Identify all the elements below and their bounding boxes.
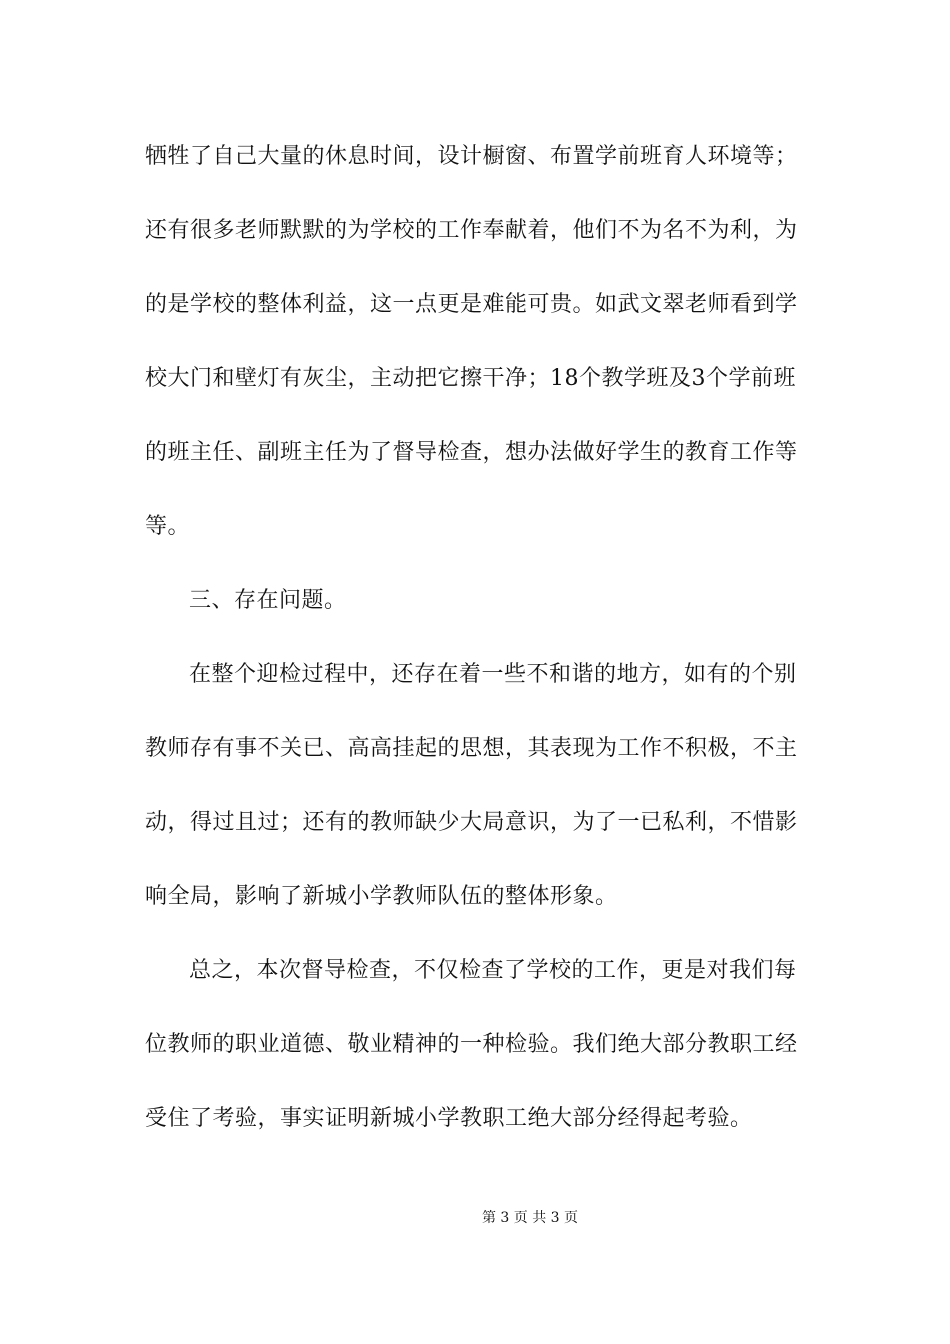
text-line-3: 的是学校的整体利益，这一点更是难能可贵。如武文翠老师看到学	[145, 292, 798, 317]
page-number: 第 3 页 共 3 页	[481, 1210, 579, 1226]
text-line-5: 的班主任、副班主任为了督导检查，想办法做好学生的教育工作等	[145, 440, 798, 465]
section-heading: 三、存在问题。	[189, 588, 347, 613]
text-line-12: 总之，本次督导检查，不仅检查了学校的工作，更是对我们每	[189, 958, 797, 983]
text-line-4: 校大门和壁灯有灰尘，主动把它擦干净；18个教学班及3个学前班	[145, 366, 796, 391]
text-line-8: 在整个迎检过程中，还存在着一些不和谐的地方，如有的个别	[189, 662, 797, 687]
text-line-14: 受住了考验，事实证明新城小学教职工绝大部分经得起考验。	[145, 1106, 753, 1131]
text-line-1: 牺牲了自己大量的休息时间，设计橱窗、布置学前班育人环境等；	[145, 144, 798, 169]
text-line-9: 教师存有事不关已、高高挂起的思想，其表现为工作不积极，不主	[145, 736, 798, 761]
text-line-2: 还有很多老师默默的为学校的工作奉献着，他们不为名不为利，为	[145, 218, 798, 243]
text-line-13: 位教师的职业道德、敬业精神的一种检验。我们绝大部分教职工经	[145, 1032, 798, 1057]
text-line-10: 动，得过且过；还有的教师缺少大局意识，为了一已私利，不惜影	[145, 810, 798, 835]
text-line-6: 等。	[145, 514, 191, 539]
text-line-11: 响全局，影响了新城小学教师队伍的整体形象。	[145, 884, 618, 909]
